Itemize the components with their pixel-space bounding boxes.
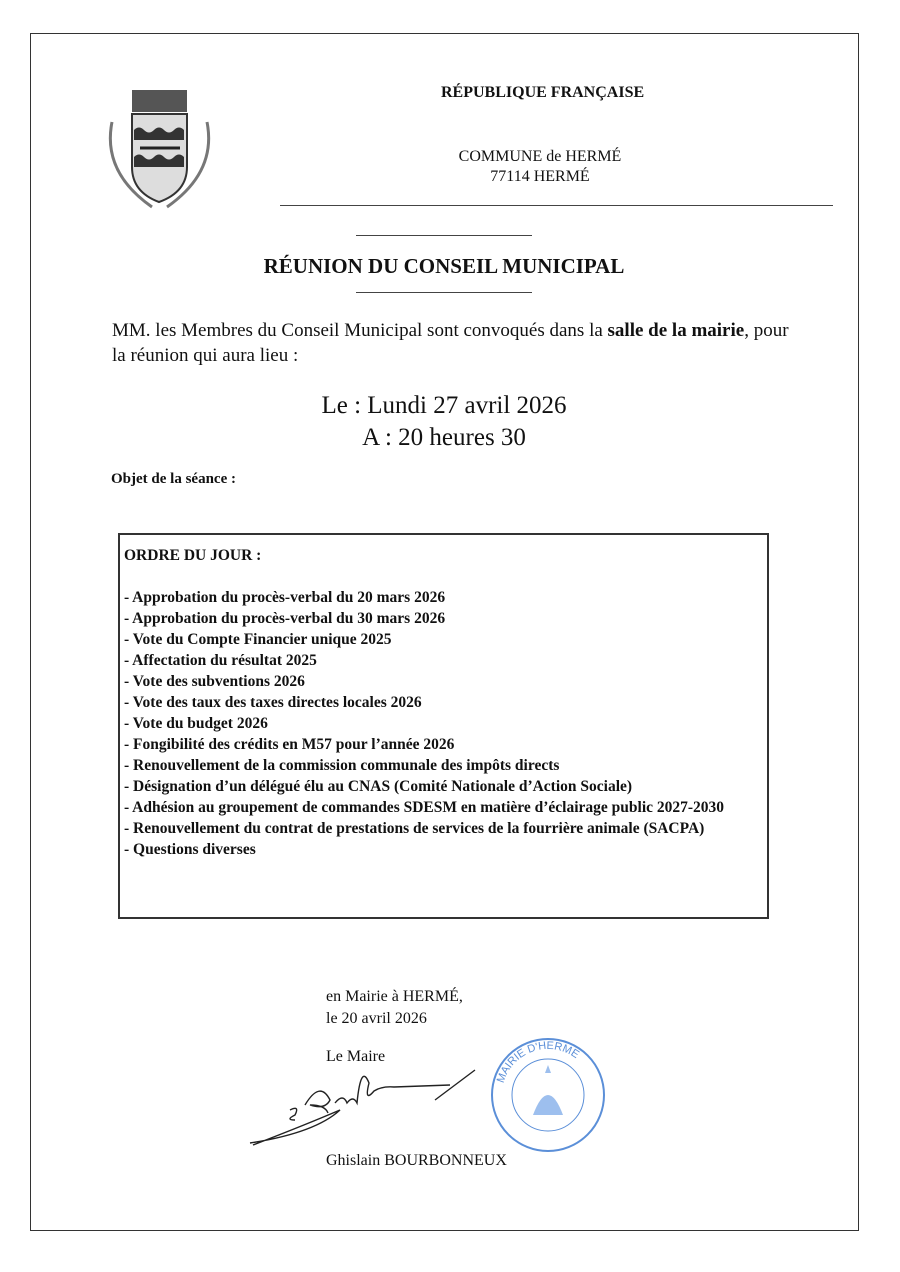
agenda-item: - Désignation d’un délégué élu au CNAS (Comité Nationale d’Action Sociale) [124,778,633,795]
agenda-item: - Affectation du résultat 2025 [124,652,317,669]
agenda-item: - Fongibilité des crédits en M57 pour l’année 2026 [124,736,455,753]
intro-text: MM. les Membres du Conseil Municipal sont convoqués dans la [112,320,608,341]
divider [280,205,833,206]
agenda-item: - Questions diverses [124,841,256,858]
republic-heading: RÉPUBLIQUE FRANÇAISE [441,84,645,101]
agenda-item: - Renouvellement de la commission communale des impôts directs [124,757,560,774]
commune-name: COMMUNE de HERMÉ [458,148,622,165]
commune-postal: 77114 HERMÉ [490,168,590,185]
agenda-item: - Adhésion au groupement de commandes SDESM en matière d’éclairage public 2027-2030 [124,799,725,816]
commune-address [380,147,700,187]
intro-location: salle de la mairie [607,320,745,341]
agenda-item: - Vote des subventions 2026 [124,673,305,690]
agenda-item: - Approbation du procès-verbal du 30 mars 2026 [124,610,446,627]
signatory-role: Le Maire [326,1048,386,1065]
divider [356,292,532,293]
closing-block [326,986,463,1030]
agenda-box [118,533,769,919]
agenda-heading: ORDRE DU JOUR : [124,547,262,564]
meeting-datetime [0,390,888,454]
closing-date: le 20 avril 2026 [326,1010,427,1027]
handwritten-signature [245,1055,485,1155]
page-title: RÉUNION DU CONSEIL MUNICIPAL [263,254,625,278]
meeting-time: A : 20 heures 30 [362,424,526,451]
divider [356,235,532,236]
coat-of-arms-logo [92,82,227,214]
agenda-item: - Vote des taux des taxes directes locales 2026 [124,694,422,711]
objet-label: Objet de la séance : [111,471,236,487]
signatory-name: Ghislain BOURBONNEUX [326,1152,507,1169]
agenda-item: - Approbation du procès-verbal du 20 mars 2026 [124,589,446,606]
agenda-item: - Renouvellement du contrat de prestations de services de la fourrière animale (SACPA) [124,820,705,837]
agenda-item: - Vote du budget 2026 [124,715,268,732]
agenda-list [124,587,763,860]
closing-place: en Mairie à HERMÉ, [326,988,463,1005]
svg-text:MAIRIE D'HERME: MAIRIE D'HERME [494,1039,582,1085]
intro-text-end: , pour la réunion qui aura lieu : [112,320,789,366]
meeting-date: Le : Lundi 27 avril 2026 [321,392,567,419]
official-stamp [488,1035,608,1155]
agenda-item: - Vote du Compte Financier unique 2025 [124,631,392,648]
convocation-text [112,318,792,368]
